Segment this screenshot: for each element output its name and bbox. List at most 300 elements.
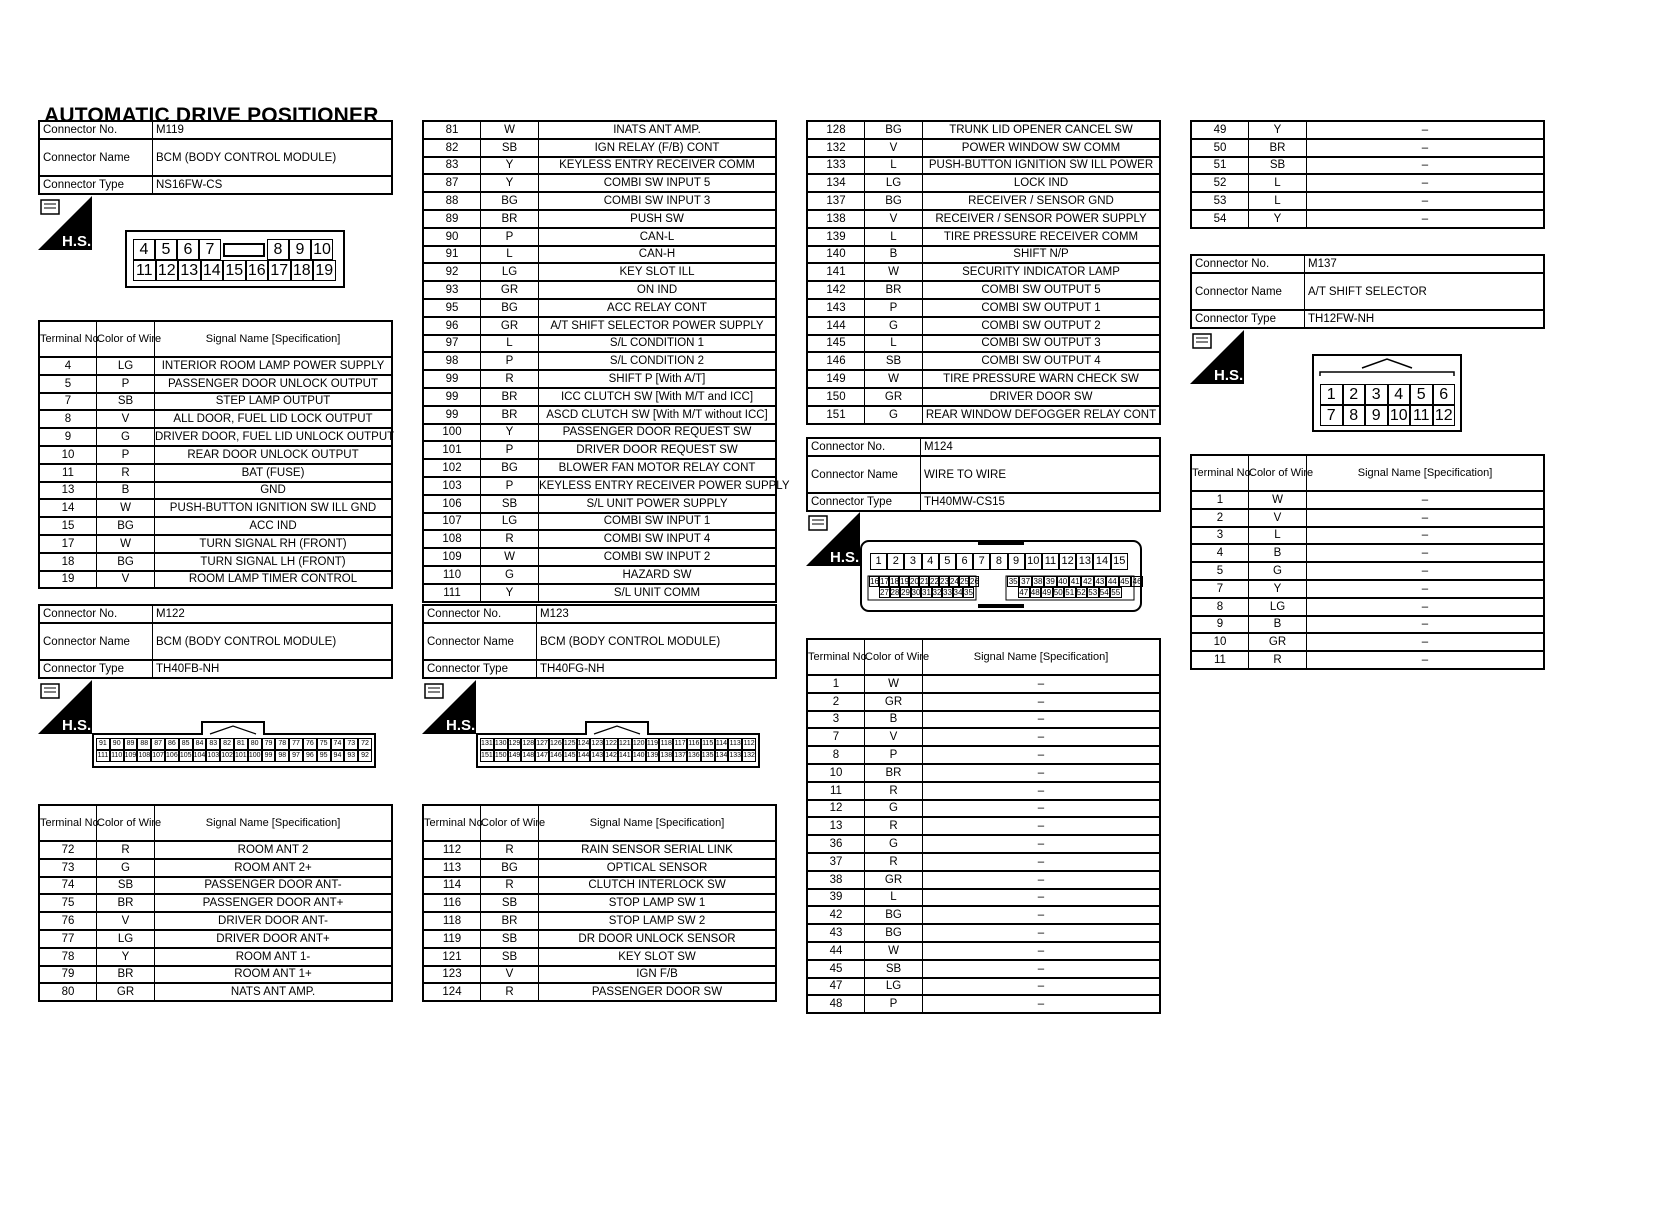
table-row — [423, 370, 776, 388]
table-row — [39, 357, 392, 375]
pin-cavity: 13 — [1076, 553, 1093, 570]
pin-cavity: 12 — [1433, 405, 1456, 426]
terminal-cell: 11 — [39, 464, 97, 482]
terminal-cell: 149 — [807, 370, 865, 388]
m123-terminal-table — [422, 804, 777, 1002]
connector-no-value: M124 — [921, 438, 1161, 456]
table-row — [807, 960, 1160, 978]
signal-name-cell: COMBI SW INPUT 5 — [539, 174, 777, 192]
terminal-cell: 49 — [1191, 121, 1249, 139]
pin-cavity: 44 — [1107, 577, 1117, 586]
table-row — [807, 246, 1160, 264]
connector-name-label: Connector Name — [39, 623, 153, 660]
terminal-cell: 51 — [1191, 157, 1249, 175]
terminal-cell: 138 — [807, 210, 865, 228]
wire-color-cell: P — [481, 477, 539, 495]
connector-name-label: Connector Name — [807, 456, 921, 493]
signal-name-cell: ASCD CLUTCH SW [With M/T without ICC] — [539, 406, 777, 424]
pin-cavity: 55 — [1111, 588, 1121, 597]
wire-color-cell: V — [97, 571, 155, 589]
m122-terminal-table — [38, 804, 393, 1002]
table-row — [807, 406, 1160, 424]
terminal-cell: 39 — [807, 889, 865, 907]
terminal-cell: 2 — [807, 693, 865, 711]
terminal-cell: 4 — [39, 357, 97, 375]
pin-cavity: 132 — [742, 750, 756, 762]
signal-name-cell: COMBI SW OUTPUT 2 — [923, 317, 1161, 335]
signal-name-cell: CLUTCH INTERLOCK SW — [539, 877, 777, 895]
terminal-cell: 36 — [807, 835, 865, 853]
pin-cavity: 14 — [1093, 553, 1110, 570]
pin-cavity: 16 — [246, 260, 269, 281]
pin-cavity: 38 — [1033, 577, 1043, 586]
terminal-cell: 14 — [39, 499, 97, 517]
signal-name-cell: – — [1307, 544, 1545, 562]
signal-name-cell: PUSH-BUTTON IGNITION SW ILL GND — [155, 499, 393, 517]
table-row — [1191, 210, 1544, 228]
table-row — [39, 482, 392, 500]
pin-cavity: 99 — [262, 750, 276, 762]
terminal-cell: 15 — [39, 517, 97, 535]
table-row — [39, 464, 392, 482]
pin-cavity: 25 — [960, 577, 969, 586]
terminal-cell: 13 — [39, 482, 97, 500]
pin-cavity: 37 — [1021, 577, 1031, 586]
table-row — [423, 894, 776, 912]
pin-cavity: 102 — [220, 750, 234, 762]
connector-name-label: Connector Name — [423, 623, 537, 660]
wire-color-cell: BG — [865, 121, 923, 139]
pin-cavity: 28 — [890, 588, 900, 597]
signal-name-cell: HAZARD SW — [539, 566, 777, 584]
connector-no-label: Connector No. — [807, 438, 921, 456]
signal-name-cell: ICC CLUTCH SW [With M/T and ICC] — [539, 388, 777, 406]
wire-color-cell: Y — [1249, 210, 1307, 228]
signal-name-cell: COMBI SW INPUT 3 — [539, 192, 777, 210]
signal-name-cell: COMBI SW OUTPUT 3 — [923, 335, 1161, 353]
wire-color-cell: Y — [1249, 580, 1307, 598]
connector-type-value: TH40MW-CS15 — [921, 493, 1161, 511]
pin-cavity: 4 — [922, 553, 939, 570]
wire-color-cell: V — [481, 966, 539, 984]
connector-type-label: Connector Type — [423, 660, 537, 678]
pin-cavity: 35 — [1008, 577, 1018, 586]
terminal-cell: 10 — [39, 446, 97, 464]
terminal-cell: 12 — [807, 800, 865, 818]
signal-name-cell: DR DOOR UNLOCK SENSOR — [539, 930, 777, 948]
terminal-cell: 119 — [423, 930, 481, 948]
pin-cavity: 93 — [344, 750, 358, 762]
terminal-cell: 53 — [1191, 192, 1249, 210]
terminal-cell: 74 — [39, 877, 97, 895]
table-row — [423, 352, 776, 370]
pin-cavity: 6 — [1433, 384, 1456, 405]
terminal-cell: 150 — [807, 388, 865, 406]
pin-cavity: 10 — [1388, 405, 1411, 426]
signal-name-cell: STOP LAMP SW 1 — [539, 894, 777, 912]
wire-color-cell: GR — [97, 983, 155, 1001]
signal-name-cell: COMBI SW OUTPUT 4 — [923, 352, 1161, 370]
terminal-cell: 5 — [1191, 562, 1249, 580]
signal-name-cell: BLOWER FAN MOTOR RELAY CONT — [539, 459, 777, 477]
table-row — [423, 566, 776, 584]
wire-color-cell: R — [481, 841, 539, 859]
color-of-wire-header: Color of Wire — [97, 805, 155, 841]
pin-cavity: 19 — [900, 577, 909, 586]
table-row — [423, 584, 776, 602]
pin-cavity: 3 — [1365, 384, 1388, 405]
terminal-cell: 9 — [39, 428, 97, 446]
signal-name-cell: DRIVER DOOR, FUEL LID UNLOCK OUTPUT — [155, 428, 393, 446]
hs-icon — [806, 512, 860, 566]
wire-color-cell: L — [1249, 527, 1307, 545]
terminal-cell: 128 — [807, 121, 865, 139]
pin-cavity: 142 — [604, 750, 618, 762]
table-row — [423, 406, 776, 424]
terminal-cell: 45 — [807, 960, 865, 978]
pin-cavity: 127 — [535, 738, 549, 750]
pin-cavity: 30 — [911, 588, 921, 597]
signal-name-cell: SHIFT P [With A/T] — [539, 370, 777, 388]
connector-no-label: Connector No. — [423, 605, 537, 623]
pin-cavity: 39 — [1045, 577, 1055, 586]
wire-color-cell: R — [481, 877, 539, 895]
terminal-cell: 99 — [423, 388, 481, 406]
pin-cavity: 105 — [179, 750, 193, 762]
table-row — [423, 441, 776, 459]
terminal-cell: 43 — [807, 924, 865, 942]
connector-type-label: Connector Type — [807, 493, 921, 511]
connector-type-label: Connector Type — [1191, 310, 1305, 328]
wire-color-cell: GR — [865, 693, 923, 711]
terminal-cell: 3 — [1191, 527, 1249, 545]
terminal-cell: 42 — [807, 906, 865, 924]
wire-color-cell: V — [865, 728, 923, 746]
table-row — [807, 388, 1160, 406]
table-row — [807, 782, 1160, 800]
table-row — [39, 841, 392, 859]
pin-cavity: 133 — [728, 750, 742, 762]
m119-pins-top — [133, 239, 333, 260]
terminal-cell: 107 — [423, 513, 481, 531]
terminal-cell: 111 — [423, 584, 481, 602]
table-row — [423, 174, 776, 192]
terminal-no-header: Terminal No. — [423, 805, 481, 841]
pin-cavity: 11 — [1042, 553, 1059, 570]
signal-name-cell: ROOM ANT 2+ — [155, 859, 393, 877]
svg-text:H.S.: H.S. — [62, 717, 92, 734]
table-row — [39, 410, 392, 428]
pin-cavity: 40 — [1058, 577, 1068, 586]
pin-cavity: 51 — [1065, 588, 1075, 597]
table-row — [423, 192, 776, 210]
signal-name-cell: SECURITY INDICATOR LAMP — [923, 263, 1161, 281]
signal-name-cell: – — [923, 942, 1161, 960]
pin-cavity: 6 — [956, 553, 973, 570]
pin-cavity: 148 — [521, 750, 535, 762]
terminal-cell: 52 — [1191, 174, 1249, 192]
terminal-cell: 134 — [807, 174, 865, 192]
pin-cavity: 97 — [289, 750, 303, 762]
terminal-cell: 8 — [807, 746, 865, 764]
wire-color-cell: W — [865, 263, 923, 281]
pin-cavity: 108 — [137, 750, 151, 762]
wire-color-cell: SB — [481, 139, 539, 157]
terminal-cell: 123 — [423, 966, 481, 984]
terminal-cell: 132 — [807, 139, 865, 157]
m124-terminal-table-continued — [1190, 120, 1545, 229]
pin-cavity: 80 — [248, 738, 262, 750]
terminal-cell: 76 — [39, 912, 97, 930]
signal-name-cell: ON IND — [539, 281, 777, 299]
table-row — [423, 930, 776, 948]
signal-name-cell: – — [1307, 174, 1545, 192]
m122-pins-top — [96, 738, 372, 750]
pin-cavity: 145 — [563, 750, 577, 762]
wire-color-cell: BR — [97, 894, 155, 912]
signal-name-cell: KEYLESS ENTRY RECEIVER POWER SUPPLY — [539, 477, 777, 495]
wire-color-cell: L — [865, 889, 923, 907]
signal-name-cell: COMBI SW OUTPUT 5 — [923, 281, 1161, 299]
signal-name-cell: STOP LAMP SW 2 — [539, 912, 777, 930]
pin-cavity: 17 — [268, 260, 291, 281]
signal-name-cell: – — [923, 764, 1161, 782]
wire-color-cell: V — [865, 210, 923, 228]
table-row — [423, 530, 776, 548]
wire-color-cell: Y — [1249, 121, 1307, 139]
connector-no-value: M137 — [1305, 255, 1545, 273]
pin-cavity: 120 — [632, 738, 646, 750]
table-row — [807, 978, 1160, 996]
table-row — [807, 281, 1160, 299]
wire-color-cell: L — [865, 228, 923, 246]
table-row — [423, 157, 776, 175]
terminal-cell: 93 — [423, 281, 481, 299]
m119-terminal-table — [38, 320, 393, 589]
table-row — [1191, 616, 1544, 634]
wire-color-cell: W — [1249, 491, 1307, 509]
terminal-cell: 37 — [807, 853, 865, 871]
table-row — [423, 948, 776, 966]
table-row — [39, 983, 392, 1001]
connector-no-value: M122 — [153, 605, 393, 623]
svg-text:H.S.: H.S. — [830, 549, 860, 566]
pin-cavity: 34 — [953, 588, 963, 597]
table-row — [1191, 651, 1544, 669]
terminal-cell: 1 — [1191, 491, 1249, 509]
table-row — [39, 517, 392, 535]
signal-name-cell: – — [1307, 121, 1545, 139]
table-row — [1191, 192, 1544, 210]
signal-name-cell: REAR WINDOW DEFOGGER RELAY CONT — [923, 406, 1161, 424]
signal-name-cell: TURN SIGNAL RH (FRONT) — [155, 535, 393, 553]
table-row — [807, 157, 1160, 175]
signal-name-cell: – — [1307, 616, 1545, 634]
pin-cavity: 77 — [289, 738, 303, 750]
terminal-cell: 19 — [39, 571, 97, 589]
wire-color-cell: G — [481, 566, 539, 584]
signal-name-header: Signal Name [Specification] — [1307, 455, 1545, 491]
terminal-cell: 9 — [1191, 616, 1249, 634]
terminal-cell: 142 — [807, 281, 865, 299]
signal-name-cell: IGN RELAY (F/B) CONT — [539, 139, 777, 157]
wire-color-cell: BR — [97, 966, 155, 984]
pin-cavity: 4 — [133, 239, 155, 260]
wire-color-cell: LG — [481, 513, 539, 531]
signal-name-cell: S/L UNIT POWER SUPPLY — [539, 495, 777, 513]
pin-cavity: 7 — [973, 553, 990, 570]
pin-cavity: 110 — [110, 750, 124, 762]
terminal-cell: 140 — [807, 246, 865, 264]
signal-name-cell: – — [1307, 139, 1545, 157]
m123-pins-bottom — [480, 750, 756, 762]
pin-cavity: 9 — [1008, 553, 1025, 570]
signal-name-cell: CAN-L — [539, 228, 777, 246]
terminal-no-header: Terminal No. — [807, 639, 865, 675]
connector-type-value: TH40FB-NH — [153, 660, 393, 678]
terminal-cell: 54 — [1191, 210, 1249, 228]
wire-color-cell: BR — [481, 210, 539, 228]
pin-cavity: 147 — [535, 750, 549, 762]
signal-name-cell: TURN SIGNAL LH (FRONT) — [155, 553, 393, 571]
pin-cavity: 17 — [880, 577, 889, 586]
wire-color-cell: G — [865, 800, 923, 818]
connector-name-value: BCM (BODY CONTROL MODULE) — [153, 623, 393, 660]
signal-name-cell: S/L CONDITION 2 — [539, 352, 777, 370]
table-row — [807, 174, 1160, 192]
pin-cavity: 90 — [110, 738, 124, 750]
terminal-cell: 82 — [423, 139, 481, 157]
table-row — [1191, 139, 1544, 157]
wire-color-cell: G — [865, 406, 923, 424]
table-row — [807, 764, 1160, 782]
signal-name-cell: – — [1307, 598, 1545, 616]
terminal-cell: 7 — [807, 728, 865, 746]
pin-cavity: 24 — [950, 577, 959, 586]
wire-color-cell: SB — [97, 393, 155, 411]
pin-cavity: 140 — [632, 750, 646, 762]
terminal-cell: 72 — [39, 841, 97, 859]
terminal-cell: 18 — [39, 553, 97, 571]
pin-cavity: 27 — [880, 588, 889, 597]
pin-cavity: 88 — [137, 738, 151, 750]
wire-color-cell: LG — [97, 357, 155, 375]
connector-no-label: Connector No. — [1191, 255, 1305, 273]
terminal-cell: 7 — [39, 393, 97, 411]
m123-terminal-table-continued — [806, 120, 1161, 425]
wire-color-cell: L — [865, 157, 923, 175]
signal-name-cell: – — [923, 871, 1161, 889]
connector-no-label: Connector No. — [39, 121, 153, 139]
signal-name-cell: PUSH-BUTTON IGNITION SW ILL POWER — [923, 157, 1161, 175]
terminal-cell: 50 — [1191, 139, 1249, 157]
pin-cavity — [221, 239, 267, 260]
pin-cavity: 3 — [904, 553, 921, 570]
pin-cavity: 15 — [223, 260, 246, 281]
wire-color-cell: Y — [481, 157, 539, 175]
pin-cavity: 35 — [964, 588, 973, 597]
pin-cavity: 151 — [480, 750, 494, 762]
table-row — [423, 335, 776, 353]
connector-type-value: TH12FW-NH — [1305, 310, 1545, 328]
wire-color-cell: SB — [1249, 157, 1307, 175]
terminal-cell: 112 — [423, 841, 481, 859]
pin-cavity: 7 — [199, 239, 221, 260]
wire-color-cell: BG — [481, 299, 539, 317]
wire-color-cell: BR — [865, 281, 923, 299]
pin-cavity: 135 — [701, 750, 715, 762]
wire-color-cell: R — [481, 983, 539, 1001]
terminal-cell: 13 — [807, 817, 865, 835]
terminal-cell: 97 — [423, 335, 481, 353]
signal-name-cell: COMBI SW INPUT 2 — [539, 548, 777, 566]
pin-cavity: 114 — [715, 738, 729, 750]
table-row — [1191, 174, 1544, 192]
signal-name-cell: DRIVER DOOR ANT- — [155, 912, 393, 930]
pin-cavity: 136 — [687, 750, 701, 762]
table-row — [39, 446, 392, 464]
pin-cavity: 131 — [480, 738, 494, 750]
signal-name-cell: – — [923, 995, 1161, 1013]
signal-name-cell: TIRE PRESSURE WARN CHECK SW — [923, 370, 1161, 388]
pin-cavity: 144 — [577, 750, 591, 762]
wire-color-cell: BR — [865, 764, 923, 782]
signal-name-cell: INATS ANT AMP. — [539, 121, 777, 139]
pin-cavity: 98 — [275, 750, 289, 762]
terminal-cell: 146 — [807, 352, 865, 370]
hs-icon — [1190, 330, 1244, 384]
signal-name-cell: INTERIOR ROOM LAMP POWER SUPPLY — [155, 357, 393, 375]
pin-cavity: 45 — [1120, 577, 1130, 586]
signal-name-cell: ROOM ANT 1- — [155, 948, 393, 966]
table-row — [807, 317, 1160, 335]
terminal-cell: 38 — [807, 871, 865, 889]
signal-name-cell: – — [1307, 192, 1545, 210]
wire-color-cell: W — [481, 548, 539, 566]
table-row — [39, 553, 392, 571]
wire-color-cell: BG — [97, 517, 155, 535]
wire-color-cell: BR — [481, 406, 539, 424]
table-row — [423, 966, 776, 984]
pin-cavity: 89 — [124, 738, 138, 750]
pin-cavity: 1 — [870, 553, 887, 570]
wire-color-cell: P — [481, 441, 539, 459]
terminal-cell: 5 — [39, 375, 97, 393]
pin-cavity: 5 — [939, 553, 956, 570]
wire-color-cell: B — [1249, 616, 1307, 634]
wire-color-cell: BG — [865, 906, 923, 924]
wire-color-cell: L — [481, 335, 539, 353]
pin-cavity: 86 — [165, 738, 179, 750]
table-row — [807, 871, 1160, 889]
terminal-cell: 7 — [1191, 580, 1249, 598]
pin-cavity: 9 — [1365, 405, 1388, 426]
wire-color-cell: LG — [1249, 598, 1307, 616]
color-of-wire-header: Color of Wire — [481, 805, 539, 841]
terminal-cell: 48 — [807, 995, 865, 1013]
table-row — [1191, 633, 1544, 651]
table-row — [807, 995, 1160, 1013]
signal-name-cell: – — [923, 711, 1161, 729]
signal-name-cell: – — [1307, 651, 1545, 669]
table-row — [807, 693, 1160, 711]
terminal-cell: 3 — [807, 711, 865, 729]
terminal-cell: 137 — [807, 192, 865, 210]
table-row — [39, 894, 392, 912]
signal-name-cell: ROOM LAMP TIMER CONTROL — [155, 571, 393, 589]
wire-color-cell: G — [97, 428, 155, 446]
table-row — [1191, 527, 1544, 545]
